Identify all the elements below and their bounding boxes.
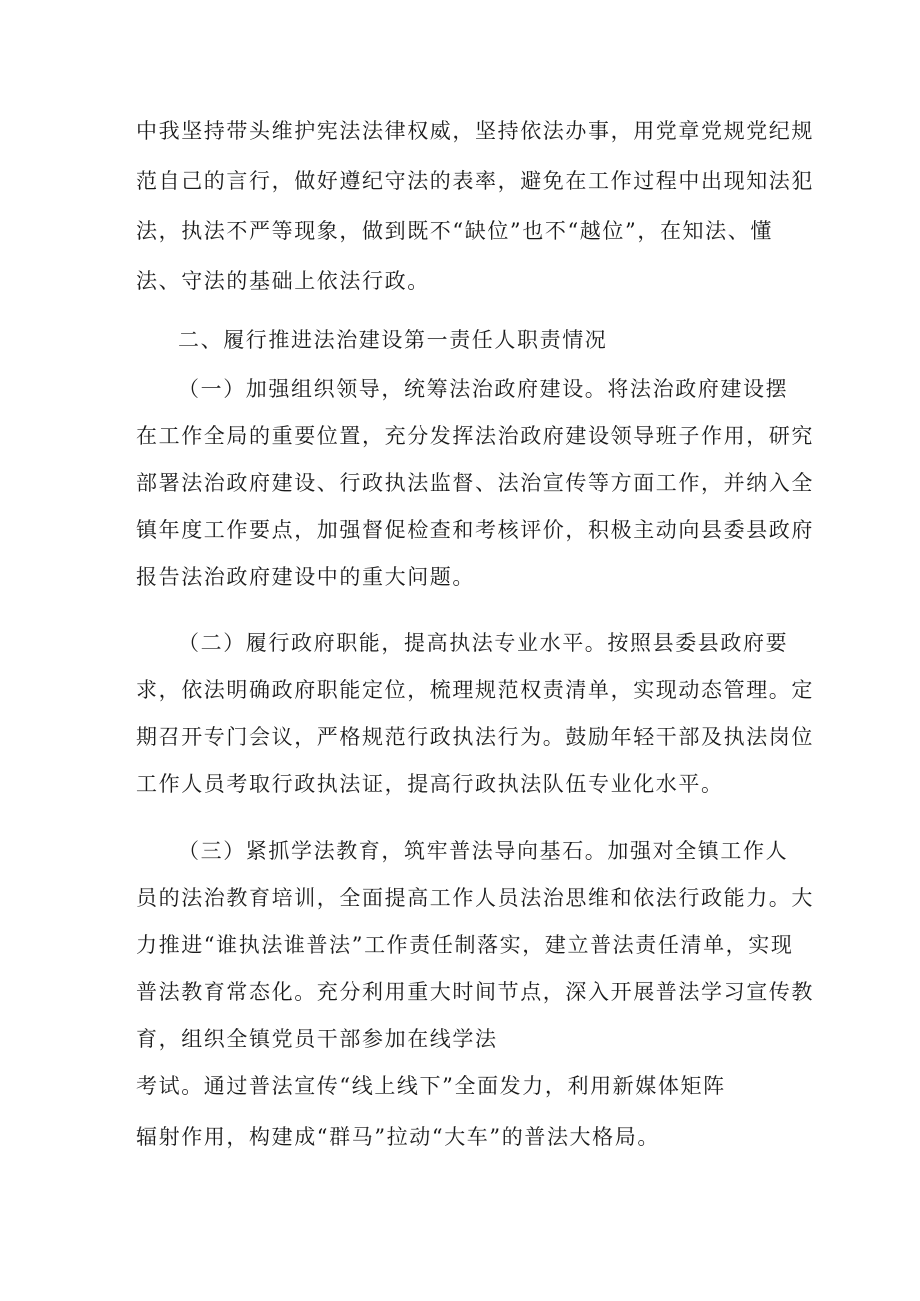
body-text-line: 部署法治政府建设、行政执法监督、法治宣传等方面工作，并纳入全 [136,471,814,495]
body-text-line: 范自己的言行，做好遵纪守法的表率，避免在工作过程中出现知法犯 [136,169,814,193]
body-text-line: 期召开专门会议，严格规范行政执法行为。鼓励年轻干部及执法岗位 [136,725,814,749]
body-text-line: 中我坚持带头维护宪法法律权威，坚持依法办事，用党章党规党纪规 [136,119,814,143]
body-text-line: 在工作全局的重要位置，充分发挥法治政府建设领导班子作用，研究 [136,424,814,448]
body-text-line: 普法教育常态化。充分利用重大时间节点，深入开展普法学习宣传教 [136,980,814,1004]
section-heading: 二、履行推进法治建设第一责任人职责情况 [178,328,608,352]
paragraph-first-line: （二）履行政府职能，提高执法专业水平。按照县委县政府要 [178,631,789,655]
body-text-line: 法、守法的基础上依法行政。 [136,269,430,293]
paragraph-first-line: （三）紧抓学法教育，筑牢普法导向基石。加强对全镇工作人 [178,839,789,863]
body-text-line: 辐射作用，构建成“群马”拉动“大车”的普法大格局。 [136,1125,660,1149]
body-text-line: 报告法治政府建设中的重大问题。 [136,565,475,589]
body-text-line: 镇年度工作要点，加强督促检查和考核评价，积极主动向县委县政府 [136,518,814,542]
body-text-line: 员的法治教育培训，全面提高工作人员法治思维和依法行政能力。大 [136,886,814,910]
body-text-line: 工作人员考取行政执法证，提高行政执法队伍专业化水平。 [136,772,724,796]
paragraph-first-line: （一）加强组织领导，统筹法治政府建设。将法治政府建设摆 [178,377,789,401]
body-text-line: 育，组织全镇党员干部参加在线学法 [136,1027,498,1051]
body-text-line: 法，执法不严等现象，做到既不“缺位”也不“越位”，在知法、懂 [136,219,773,243]
body-text-line: 考试。通过普法宣传“线上线下”全面发力，利用新媒体矩阵 [136,1074,726,1098]
body-text-line: 力推进“谁执法谁普法”工作责任制落实，建立普法责任清单，实现 [136,933,794,957]
body-text-line: 求，依法明确政府职能定位，梳理规范权责清单，实现动态管理。定 [136,678,814,702]
